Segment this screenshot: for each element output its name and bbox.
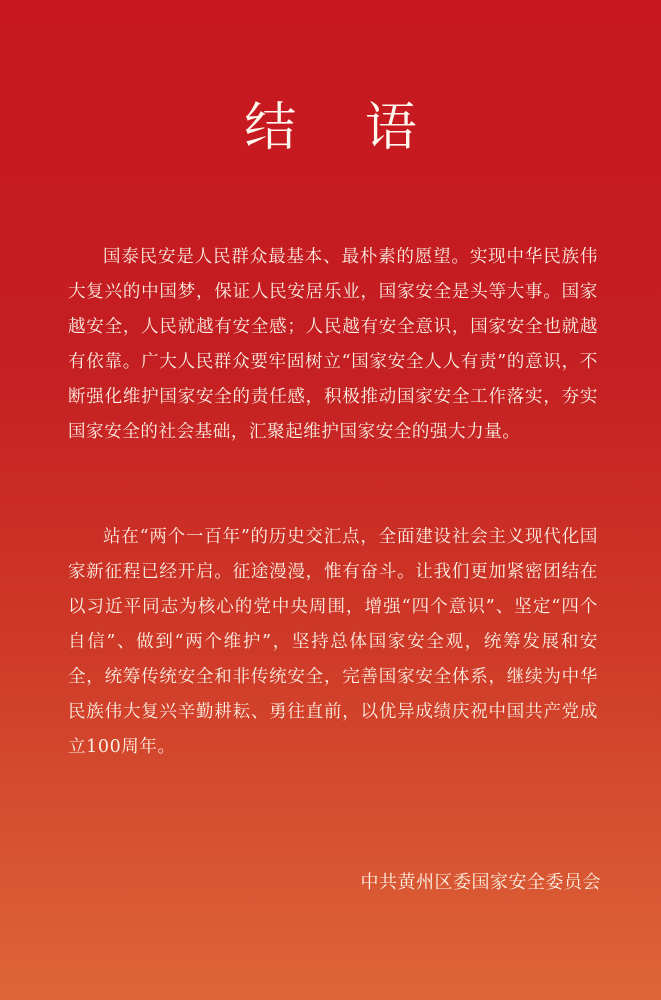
signature: 中共黄州区委国家安全委员会 [360,872,601,893]
body-paragraph-2: 站在“两个一百年”的历史交汇点，全面建设社会主义现代化国家新征程已经开启。征途漫漫，惟有奋斗。让我们更加紧密团结在以习近平同志为核心的党中央周围，增强“四个意识”、坚定“四个自信”、做到“两个维护”，坚持总体国家安全观，统筹发展和安全，统筹传统安全和非传统安全，完善国家安全体系，继续为中华民族伟大复兴辛勤耕耘、勇往直前，以优异成绩庆祝中国共产党成立100周年。 [68,527,598,757]
body-paragraph-1: 国泰民安是人民群众最基本、最朴素的愿望。实现中华民族伟大复兴的中国梦，保证人民安居乐业，国家安全是头等大事。国家越安全，人民就越有安全感；人民越有安全意识，国家安全也就越有依靠。广大人民群众要牢固树立“国家安全人人有责”的意识，不断强化维护国家安全的责任感，积极推动国家安全工作落实，夯实国家安全的社会基础，汇聚起维护国家安全的强大力量。 [68,247,599,442]
page-title: 结 语 [244,98,443,158]
